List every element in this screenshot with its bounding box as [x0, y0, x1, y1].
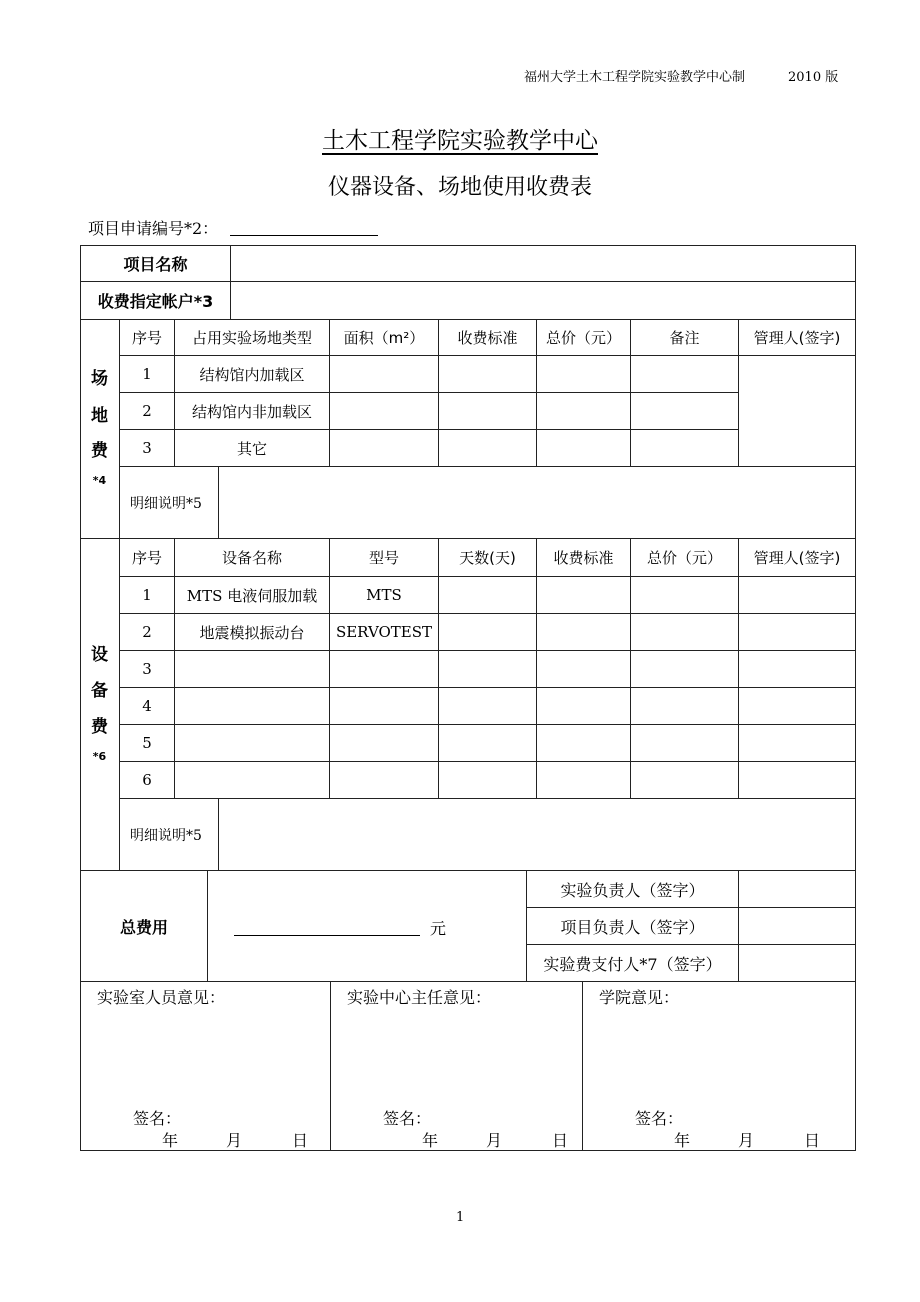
equipment-row-model: MTS	[329, 576, 439, 614]
date-day-label: 日	[552, 1131, 569, 1150]
site-header-cell: 面积（m²）	[329, 319, 439, 356]
equipment-fee-side-label: 设	[91, 645, 108, 665]
equipment-row-name	[174, 687, 330, 725]
equipment-row-input[interactable]	[738, 576, 856, 614]
date-day-label: 日	[292, 1131, 309, 1150]
site-header-cell: 备注	[630, 319, 739, 356]
equipment-row-input[interactable]	[738, 650, 856, 688]
site-row-input[interactable]	[536, 355, 631, 393]
application-no-label: 项目申请编号*2：	[88, 219, 219, 238]
equipment-row-input[interactable]	[536, 687, 631, 725]
page-subtitle: 仪器设备、场地使用收费表	[327, 175, 592, 200]
date-day-label: 日	[804, 1131, 821, 1150]
project-name-label: 项目名称	[80, 245, 231, 282]
site-header-cell: 总价（元）	[536, 319, 631, 356]
equipment-row-no: 5	[119, 724, 175, 762]
equipment-row-name: 地震模拟振动台	[174, 613, 330, 651]
equipment-fee-side-label: *6	[92, 750, 107, 763]
equipment-header-cell: 收费标准	[536, 538, 631, 577]
signer-signature-field[interactable]	[738, 944, 856, 982]
site-row-input[interactable]	[438, 429, 537, 467]
site-manager-signature[interactable]	[738, 355, 856, 467]
site-row-type: 结构馆内非加载区	[174, 392, 330, 430]
equipment-fee-side-label: 费	[91, 717, 108, 737]
site-row-input[interactable]	[630, 355, 739, 393]
equipment-row-no: 1	[119, 576, 175, 614]
equipment-row-name: MTS 电液伺服加载	[174, 576, 330, 614]
date-year-label: 年	[162, 1131, 179, 1150]
opinion-label: 学院意见：	[599, 988, 680, 1007]
date-month-label: 月	[226, 1131, 243, 1150]
site-row-no: 3	[119, 429, 175, 467]
total-amount-field[interactable]	[234, 935, 420, 936]
date-year-label: 年	[674, 1131, 691, 1150]
equipment-row-input[interactable]	[438, 687, 537, 725]
site-row-input[interactable]	[536, 429, 631, 467]
site-fee-side-label: 费	[91, 441, 108, 461]
header-note: 福州大学土木工程学院实验教学中心制	[524, 70, 746, 85]
equipment-fee-side-cell[interactable]	[80, 538, 120, 871]
site-row-input[interactable]	[329, 392, 439, 430]
equipment-row-model	[329, 687, 439, 725]
equipment-header-cell: 设备名称	[174, 538, 330, 577]
site-row-input[interactable]	[630, 429, 739, 467]
equipment-header-cell: 天数(天)	[438, 538, 537, 577]
equipment-row-model: SERVOTEST	[329, 613, 439, 651]
equipment-row-input[interactable]	[630, 761, 739, 799]
equipment-row-input[interactable]	[630, 650, 739, 688]
site-row-no: 2	[119, 392, 175, 430]
signature-label: 签名：	[635, 1109, 684, 1128]
site-header-cell: 占用实验场地类型	[174, 319, 330, 356]
site-row-no: 1	[119, 355, 175, 393]
equipment-row-input[interactable]	[738, 687, 856, 725]
opinion-label: 实验中心主任意见：	[347, 988, 492, 1007]
site-row-input[interactable]	[438, 392, 537, 430]
equipment-row-input[interactable]	[738, 761, 856, 799]
signature-label: 签名：	[133, 1109, 182, 1128]
equipment-detail-field[interactable]	[218, 798, 856, 871]
total-label: 总费用	[80, 870, 208, 982]
equipment-row-input[interactable]	[738, 724, 856, 762]
account-label: 收费指定帐户*3	[80, 281, 231, 320]
site-row-type: 其它	[174, 429, 330, 467]
equipment-row-input[interactable]	[438, 724, 537, 762]
signer-signature-field[interactable]	[738, 870, 856, 908]
equipment-row-no: 6	[119, 761, 175, 799]
equipment-row-no: 3	[119, 650, 175, 688]
equipment-row-model	[329, 724, 439, 762]
equipment-row-input[interactable]	[630, 687, 739, 725]
total-amount-cell[interactable]	[207, 870, 527, 982]
signature-label: 签名：	[383, 1109, 432, 1128]
site-row-input[interactable]	[438, 355, 537, 393]
equipment-row-input[interactable]	[438, 761, 537, 799]
header-version: 2010 版	[788, 70, 839, 85]
equipment-row-input[interactable]	[438, 650, 537, 688]
equipment-detail-label: 明细说明*5	[119, 798, 219, 871]
site-fee-side-label: 场	[91, 369, 108, 389]
date-year-label: 年	[422, 1131, 439, 1150]
equipment-row-name	[174, 650, 330, 688]
site-detail-label: 明细说明*5	[119, 466, 219, 539]
equipment-row-input[interactable]	[438, 576, 537, 614]
equipment-row-name	[174, 724, 330, 762]
site-fee-side-label: 地	[91, 406, 108, 426]
date-month-label: 月	[738, 1131, 755, 1150]
equipment-row-input[interactable]	[536, 724, 631, 762]
equipment-row-input[interactable]	[630, 724, 739, 762]
equipment-row-input[interactable]	[536, 761, 631, 799]
equipment-fee-side-label: 备	[91, 681, 108, 701]
equipment-header-cell: 管理人(签字)	[738, 538, 856, 577]
site-header-cell: 序号	[119, 319, 175, 356]
site-row-input[interactable]	[329, 355, 439, 393]
signer-label: 实验负责人（签字）	[526, 870, 739, 908]
signer-label: 实验费支付人*7（签字）	[526, 944, 739, 982]
site-row-input[interactable]	[329, 429, 439, 467]
equipment-header-cell: 总价（元）	[630, 538, 739, 577]
application-no-field[interactable]	[230, 234, 378, 236]
site-row-input[interactable]	[536, 392, 631, 430]
equipment-row-input[interactable]	[536, 576, 631, 614]
equipment-row-no: 4	[119, 687, 175, 725]
signer-label: 项目负责人（签字）	[526, 907, 739, 945]
equipment-row-input[interactable]	[438, 613, 537, 651]
total-unit: 元	[430, 919, 447, 938]
equipment-row-no: 2	[119, 613, 175, 651]
signer-signature-field[interactable]	[738, 907, 856, 945]
site-header-cell: 管理人(签字)	[738, 319, 856, 356]
equipment-header-cell: 序号	[119, 538, 175, 577]
opinion-label: 实验室人员意见：	[97, 988, 226, 1007]
project-name-field[interactable]	[230, 245, 856, 282]
equipment-row-input[interactable]	[630, 613, 739, 651]
equipment-row-name	[174, 761, 330, 799]
page-title: 土木工程学院实验教学中心	[322, 128, 598, 154]
equipment-row-input[interactable]	[536, 650, 631, 688]
site-header-cell: 收费标准	[438, 319, 537, 356]
equipment-row-input[interactable]	[738, 613, 856, 651]
equipment-row-input[interactable]	[630, 576, 739, 614]
equipment-row-model	[329, 650, 439, 688]
site-row-type: 结构馆内加载区	[174, 355, 330, 393]
account-field[interactable]	[230, 281, 856, 320]
equipment-header-cell: 型号	[329, 538, 439, 577]
site-fee-side-cell[interactable]	[80, 319, 120, 539]
site-fee-side-label: *4	[92, 474, 107, 487]
page-number: 1	[456, 1210, 465, 1225]
equipment-row-model	[329, 761, 439, 799]
site-detail-field[interactable]	[218, 466, 856, 539]
site-row-input[interactable]	[630, 392, 739, 430]
date-month-label: 月	[486, 1131, 503, 1150]
equipment-row-input[interactable]	[536, 613, 631, 651]
